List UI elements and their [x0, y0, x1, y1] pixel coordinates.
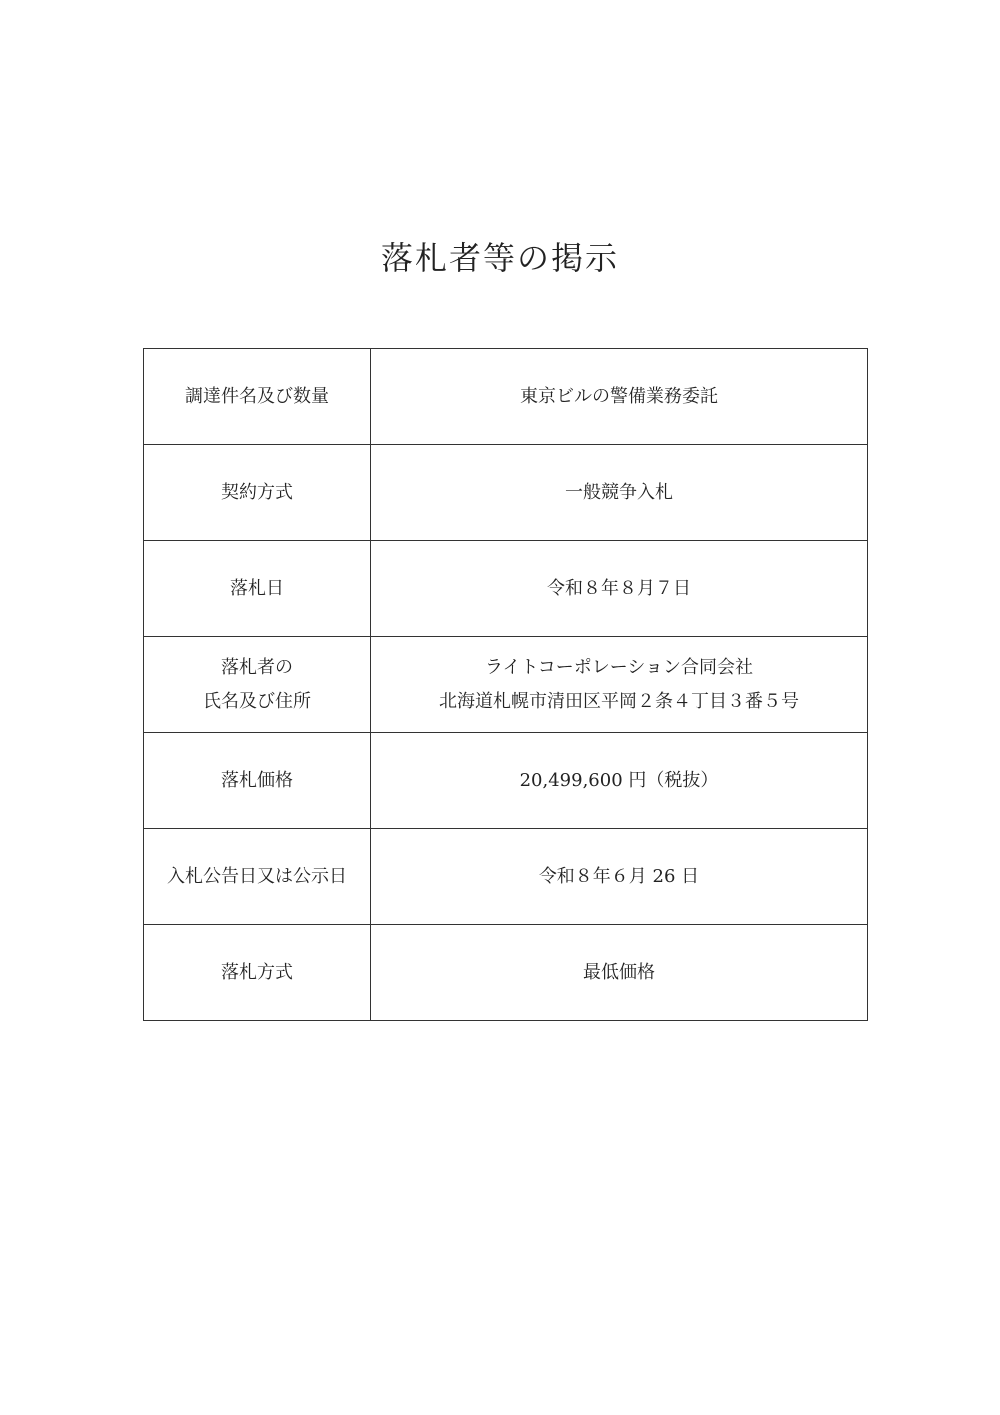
table-row	[144, 733, 868, 829]
winner-company-name: ライトコーポレーション合同会社	[484, 656, 754, 678]
row-label-award-date: 落札日	[144, 541, 371, 637]
row-value-procurement-item: 東京ビルの警備業務委託	[371, 349, 868, 445]
row-value-award-date: 令和８年８月７日	[371, 541, 868, 637]
row-value-award-method: 最低価格	[371, 925, 868, 1021]
row-label-winner	[144, 637, 371, 733]
table-row	[144, 541, 868, 637]
table-row	[144, 637, 868, 733]
row-value-contract-method: 一般競争入札	[371, 445, 868, 541]
row-label-award-price: 落札価格	[144, 733, 371, 829]
row-label-contract-method: 契約方式	[144, 445, 371, 541]
table-row	[144, 925, 868, 1021]
table-row	[144, 349, 868, 445]
row-label-winner-line-2: 氏名及び住所	[203, 690, 311, 712]
row-label-announcement-date: 入札公告日又は公示日	[144, 829, 371, 925]
page-title: 落札者等の掲示	[380, 239, 619, 277]
table-row	[144, 445, 868, 541]
row-label-award-method: 落札方式	[144, 925, 371, 1021]
table-row	[144, 829, 868, 925]
winner-address: 北海道札幌市清田区平岡２条４丁目３番５号	[439, 690, 799, 712]
row-value-award-price: 20,499,600 円（税抜）	[371, 733, 868, 829]
row-label-winner-line-1: 落札者の	[221, 656, 293, 678]
row-value-winner	[371, 637, 868, 733]
award-notice-table	[143, 348, 868, 1021]
row-value-announcement-date: 令和８年６月 26 日	[371, 829, 868, 925]
row-label-procurement-item: 調達件名及び数量	[144, 349, 371, 445]
